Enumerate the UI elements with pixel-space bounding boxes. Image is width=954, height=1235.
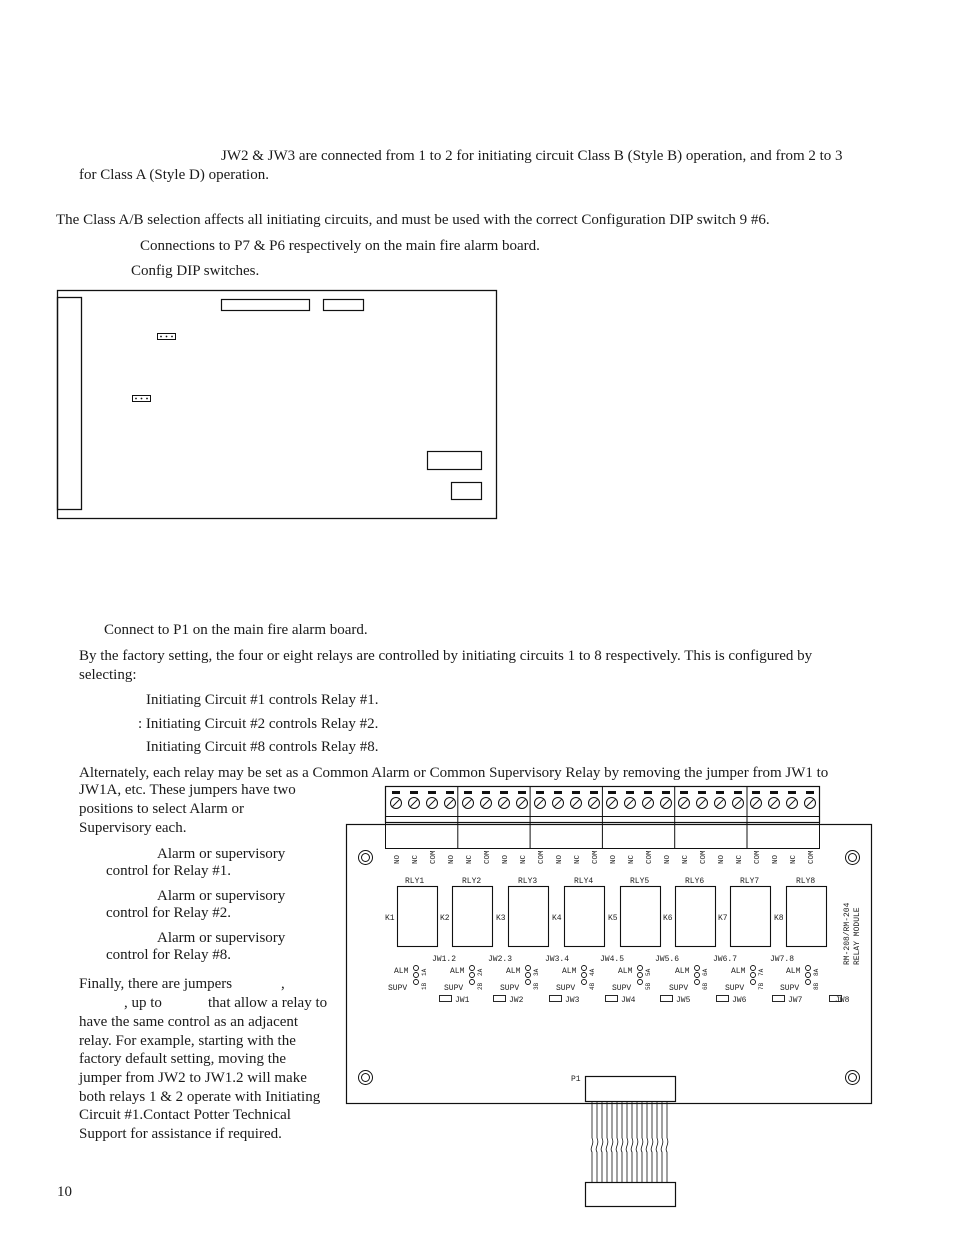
- terminal-tab: [446, 791, 454, 794]
- screw-slot: [645, 800, 652, 807]
- relay-coil-box: [787, 887, 827, 947]
- terminal-label: COM: [754, 850, 762, 864]
- terminal-label: NO: [772, 854, 780, 864]
- jumper-pin-icon: [526, 966, 531, 971]
- jumper-a-label: 4A: [589, 968, 596, 976]
- screw-slot: [717, 800, 724, 807]
- relay8-control-a: Alarm or supervisory: [157, 930, 286, 946]
- screw-slot: [789, 800, 796, 807]
- relay-coil-box: [565, 887, 605, 947]
- ribbon-wire: [591, 1102, 593, 1182]
- alm-label: ALM: [618, 967, 633, 976]
- terminal-tab: [572, 791, 580, 794]
- relay-label: RLY2: [462, 877, 482, 886]
- relay-label: RLY7: [740, 877, 760, 886]
- jumper-pin-icon: [751, 973, 756, 978]
- alm-label: ALM: [675, 967, 690, 976]
- p1-connector: [586, 1077, 676, 1102]
- terminal-label: NO: [394, 854, 402, 864]
- jumper-pin-icon: [806, 980, 811, 985]
- jumper-label: JW3: [565, 996, 580, 1005]
- jumper-label: JW6: [732, 996, 747, 1005]
- jumper-b-label: 5B: [645, 982, 652, 990]
- relay-coil-box: [453, 887, 493, 947]
- jumper-pin-icon: [806, 966, 811, 971]
- screw-slot: [807, 800, 814, 807]
- supv-label: SUPV: [612, 984, 632, 993]
- alternate-text-line4: Supervisory each.: [79, 820, 187, 836]
- jumper-label: JW5: [676, 996, 691, 1005]
- relay-coil-box: [509, 887, 549, 947]
- finally-text-h: Circuit #1.Contact Potter Technical: [79, 1107, 291, 1123]
- screw-slot: [501, 800, 508, 807]
- mounting-hole-icon: [846, 851, 860, 865]
- jumper-block: [440, 996, 452, 1002]
- terminal-label: COM: [646, 850, 654, 864]
- terminal-label: NC: [628, 854, 636, 864]
- page-number: 10: [57, 1184, 72, 1200]
- jumper-pin-icon: [414, 980, 419, 985]
- terminal-label: NO: [502, 854, 510, 864]
- relay-label: RLY6: [685, 877, 705, 886]
- screw-slot: [537, 800, 544, 807]
- alm-label: ALM: [731, 967, 746, 976]
- terminal-label: COM: [808, 850, 816, 864]
- p1-label: P1: [571, 1075, 581, 1084]
- screw-slot: [609, 800, 616, 807]
- finally-text-i: Support for assistance if required.: [79, 1126, 282, 1142]
- terminal-label: NC: [412, 854, 420, 864]
- jumper-pin-icon: [470, 966, 475, 971]
- terminal-tab: [536, 791, 544, 794]
- ribbon-wire: [666, 1102, 668, 1182]
- relay8-control-b: control for Relay #8.: [106, 947, 231, 963]
- class-ab-note: The Class A/B selection affects all initiating circuits, and must be used with the correct Configuration DIP switch 9 #6.: [56, 212, 770, 228]
- finally-text-f: jumper from JW2 to JW1.2 will make: [79, 1070, 307, 1086]
- ribbon-wire: [626, 1102, 628, 1182]
- class-ab-text-line2: for Class A (Style D) operation.: [79, 167, 269, 183]
- ribbon-wire: [631, 1102, 633, 1182]
- connect-p1-text: Connect to P1 on the main fire alarm board.: [104, 622, 368, 638]
- terminal-label: NO: [610, 854, 618, 864]
- alm-label: ALM: [506, 967, 521, 976]
- finally-text-d: relay. For example, starting with the: [79, 1033, 296, 1049]
- jumper-pin-icon: [414, 973, 419, 978]
- relay1-control-b: control for Relay #1.: [106, 863, 231, 879]
- terminal-tab: [734, 791, 742, 794]
- relay-coil-box: [731, 887, 771, 947]
- jumper-pin-icon: [695, 980, 700, 985]
- relay-coil-box: [676, 887, 716, 947]
- jumper-block: [661, 996, 673, 1002]
- supv-label: SUPV: [669, 984, 689, 993]
- coil-label: K8: [774, 914, 784, 923]
- terminal-label: NC: [574, 854, 582, 864]
- jumper-a-label: 1A: [421, 968, 428, 976]
- jumper-b-label: 7B: [758, 982, 765, 990]
- mounting-hole-icon: [846, 1071, 860, 1085]
- jumper-label: JW7: [788, 996, 803, 1005]
- terminal-tab: [518, 791, 526, 794]
- coil-label: K2: [440, 914, 450, 923]
- terminal-tab: [680, 791, 688, 794]
- terminal-label: COM: [430, 850, 438, 864]
- jumper-pin-icon: [751, 966, 756, 971]
- finally-text-a1: Finally, there are jumpers: [79, 976, 233, 992]
- ribbon-wire: [641, 1102, 643, 1182]
- finally-text-g: both relays 1 & 2 operate with Initiating: [79, 1089, 321, 1105]
- terminal-label: NO: [556, 854, 564, 864]
- jumper-pin-icon: [638, 980, 643, 985]
- jumper-pin-icon: [414, 966, 419, 971]
- screw-slot: [411, 800, 418, 807]
- jumper-label: JW2: [509, 996, 524, 1005]
- jumper-a-label: 5A: [645, 968, 652, 976]
- jumper-pin-icon: [695, 973, 700, 978]
- ribbon-end-connector: [586, 1183, 676, 1207]
- terminal-tab: [428, 791, 436, 794]
- ribbon-cable: [591, 1102, 668, 1182]
- jumper-pin-icon: [582, 966, 587, 971]
- adjacent-jumper-label: JW7.8: [770, 955, 795, 964]
- jumper-b-label: 8B: [813, 982, 820, 990]
- jumper-label: JW1: [455, 996, 470, 1005]
- terminal-tab: [626, 791, 634, 794]
- coil-label: K1: [385, 914, 395, 923]
- terminal-tab: [770, 791, 778, 794]
- mounting-hole-icon: [359, 851, 373, 865]
- jumper-block: [773, 996, 785, 1002]
- relay2-control-a: Alarm or supervisory: [157, 888, 286, 904]
- terminal-tab: [392, 791, 400, 794]
- jumper-pin-icon: [526, 973, 531, 978]
- jumper-pin-icon: [470, 973, 475, 978]
- ribbon-wire: [656, 1102, 658, 1182]
- alm-label: ALM: [562, 967, 577, 976]
- model-label-line1: RM-208/RM-204: [843, 902, 852, 965]
- ribbon-wire: [611, 1102, 613, 1182]
- alm-label: ALM: [450, 967, 465, 976]
- mounting-hole-icon: [359, 1071, 373, 1085]
- jumper-pin-icon: [526, 980, 531, 985]
- ribbon-wire: [636, 1102, 638, 1182]
- relay-coil-box: [621, 887, 661, 947]
- supv-label: SUPV: [780, 984, 800, 993]
- jumper-pin-icon: [751, 980, 756, 985]
- jumper-block: [494, 996, 506, 1002]
- adjacent-jumper-label: JW2.3: [488, 955, 513, 964]
- factory-setting-line1: By the factory setting, the four or eight relays are controlled by initiating circuits 1 to 8 respectively. This is configured by: [79, 648, 813, 664]
- jumper-pin-icon: [582, 980, 587, 985]
- alternate-text-line3: positions to select Alarm or: [79, 801, 244, 817]
- config-dip-text: Config DIP switches.: [131, 263, 260, 279]
- jumper-b-label: 6B: [702, 982, 709, 990]
- jumper-b-label: 3B: [533, 982, 540, 990]
- terminal-tab: [644, 791, 652, 794]
- jumper-block: [606, 996, 618, 1002]
- terminal-tab: [752, 791, 760, 794]
- terminal-tab: [788, 791, 796, 794]
- jumper-pin-icon: [582, 973, 587, 978]
- alternate-text-line2: JW1A, etc. These jumpers have two: [79, 782, 296, 798]
- jumper-a-label: 8A: [813, 968, 820, 976]
- ribbon-wire: [651, 1102, 653, 1182]
- supv-label: SUPV: [556, 984, 576, 993]
- selection-8: Initiating Circuit #8 controls Relay #8.: [146, 739, 379, 755]
- ribbon-wire: [596, 1102, 598, 1182]
- terminal-label: NC: [520, 854, 528, 864]
- terminal-label: COM: [592, 850, 600, 864]
- terminal-tab: [716, 791, 724, 794]
- terminal-label: COM: [538, 850, 546, 864]
- ribbon-wire: [646, 1102, 648, 1182]
- jumper-b-label: 1B: [421, 982, 428, 990]
- relay-label: RLY3: [518, 877, 538, 886]
- supv-label: SUPV: [388, 984, 408, 993]
- terminal-tab: [806, 791, 814, 794]
- terminal-label: COM: [700, 850, 708, 864]
- terminal-tab: [482, 791, 490, 794]
- screw-slot: [663, 800, 670, 807]
- terminal-label: NO: [664, 854, 672, 864]
- terminal-label: NC: [466, 854, 474, 864]
- screw-slot: [771, 800, 778, 807]
- screw-slot: [393, 800, 400, 807]
- relay-board-outline: [347, 825, 872, 1104]
- ribbon-wire: [616, 1102, 618, 1182]
- jumper-b-label: 2B: [477, 982, 484, 990]
- jumper-a-label: 7A: [758, 968, 765, 976]
- terminal-tab: [662, 791, 670, 794]
- terminal-label: NC: [736, 854, 744, 864]
- screw-slot: [753, 800, 760, 807]
- alternate-text-line1: Alternately, each relay may be set as a Common Alarm or Common Supervisory Relay by removing the jumper from JW1 to: [79, 765, 829, 781]
- screw-slot: [735, 800, 742, 807]
- relay-label: RLY5: [630, 877, 650, 886]
- finally-text-b2: that allow a relay to: [208, 995, 328, 1011]
- relay1-control-a: Alarm or supervisory: [157, 846, 286, 862]
- screw-slot: [483, 800, 490, 807]
- jumper-a-label: 3A: [533, 968, 540, 976]
- coil-label: K5: [608, 914, 618, 923]
- ribbon-wire: [621, 1102, 623, 1182]
- terminal-tab: [464, 791, 472, 794]
- jumper-pin-icon: [638, 973, 643, 978]
- screw-slot: [591, 800, 598, 807]
- finally-text-a2: ,: [281, 976, 285, 992]
- screw-slot: [681, 800, 688, 807]
- ribbon-wire: [601, 1102, 603, 1182]
- jumper-a-label: 6A: [702, 968, 709, 976]
- terminal-tab: [608, 791, 616, 794]
- ribbon-wire: [661, 1102, 663, 1182]
- terminal-label: NO: [448, 854, 456, 864]
- relay-label: RLY1: [405, 877, 425, 886]
- finally-text-e: factory default setting, moving the: [79, 1051, 287, 1067]
- terminal-label: NC: [682, 854, 690, 864]
- adjacent-jumper-label: JW5.6: [655, 955, 680, 964]
- terminal-label: COM: [484, 850, 492, 864]
- screw-slot: [447, 800, 454, 807]
- class-ab-text-line1: JW2 & JW3 are connected from 1 to 2 for initiating circuit Class B (Style B) operation, and from 2 to 3: [221, 148, 843, 164]
- finally-text-c: have the same control as an adjacent: [79, 1014, 299, 1030]
- terminal-tab: [500, 791, 508, 794]
- model-label-line2: RELAY MODULE: [853, 907, 862, 965]
- coil-label: K4: [552, 914, 562, 923]
- selection-2: : Initiating Circuit #2 controls Relay #2.: [138, 716, 379, 732]
- terminal-tab: [410, 791, 418, 794]
- alm-label: ALM: [394, 967, 409, 976]
- ribbon-wire: [606, 1102, 608, 1182]
- adjacent-jumper-label: JW3.4: [545, 955, 570, 964]
- relay-label: RLY8: [796, 877, 816, 886]
- jumper-block: [717, 996, 729, 1002]
- coil-label: K3: [496, 914, 506, 923]
- terminal-tab: [590, 791, 598, 794]
- coil-label: K7: [718, 914, 728, 923]
- jumper-pin-icon: [806, 973, 811, 978]
- jumper-b-label: 4B: [589, 982, 596, 990]
- adjacent-jumper-label: JW6.7: [713, 955, 738, 964]
- supv-label: SUPV: [444, 984, 464, 993]
- finally-text-b1: , up to: [124, 995, 162, 1011]
- jumper-pin-icon: [638, 966, 643, 971]
- screw-slot: [627, 800, 634, 807]
- screw-slot: [429, 800, 436, 807]
- connections-text: Connections to P7 & P6 respectively on the main fire alarm board.: [140, 238, 540, 254]
- coil-label: K6: [663, 914, 673, 923]
- relay-coil-box: [398, 887, 438, 947]
- terminal-label: NO: [718, 854, 726, 864]
- jumper-pin-icon: [695, 966, 700, 971]
- screw-slot: [555, 800, 562, 807]
- supv-label: SUPV: [500, 984, 520, 993]
- selection-1: Initiating Circuit #1 controls Relay #1.: [146, 692, 379, 708]
- screw-slot: [465, 800, 472, 807]
- supv-label: SUPV: [725, 984, 745, 993]
- factory-setting-line2: selecting:: [79, 667, 137, 683]
- terminal-tab: [698, 791, 706, 794]
- jumper-pin-icon: [470, 980, 475, 985]
- jumper-block: [550, 996, 562, 1002]
- relay-label: RLY4: [574, 877, 594, 886]
- alm-label: ALM: [786, 967, 801, 976]
- screw-slot: [519, 800, 526, 807]
- screw-slot: [699, 800, 706, 807]
- adjacent-jumper-label: JW1.2: [432, 955, 457, 964]
- jumper-label: JW8: [835, 996, 850, 1005]
- jumper-label: JW4: [621, 996, 636, 1005]
- jumper-a-label: 2A: [477, 968, 484, 976]
- terminal-tab: [554, 791, 562, 794]
- terminal-label: NC: [790, 854, 798, 864]
- adjacent-jumper-label: JW4.5: [600, 955, 625, 964]
- relay2-control-b: control for Relay #2.: [106, 905, 231, 921]
- screw-slot: [573, 800, 580, 807]
